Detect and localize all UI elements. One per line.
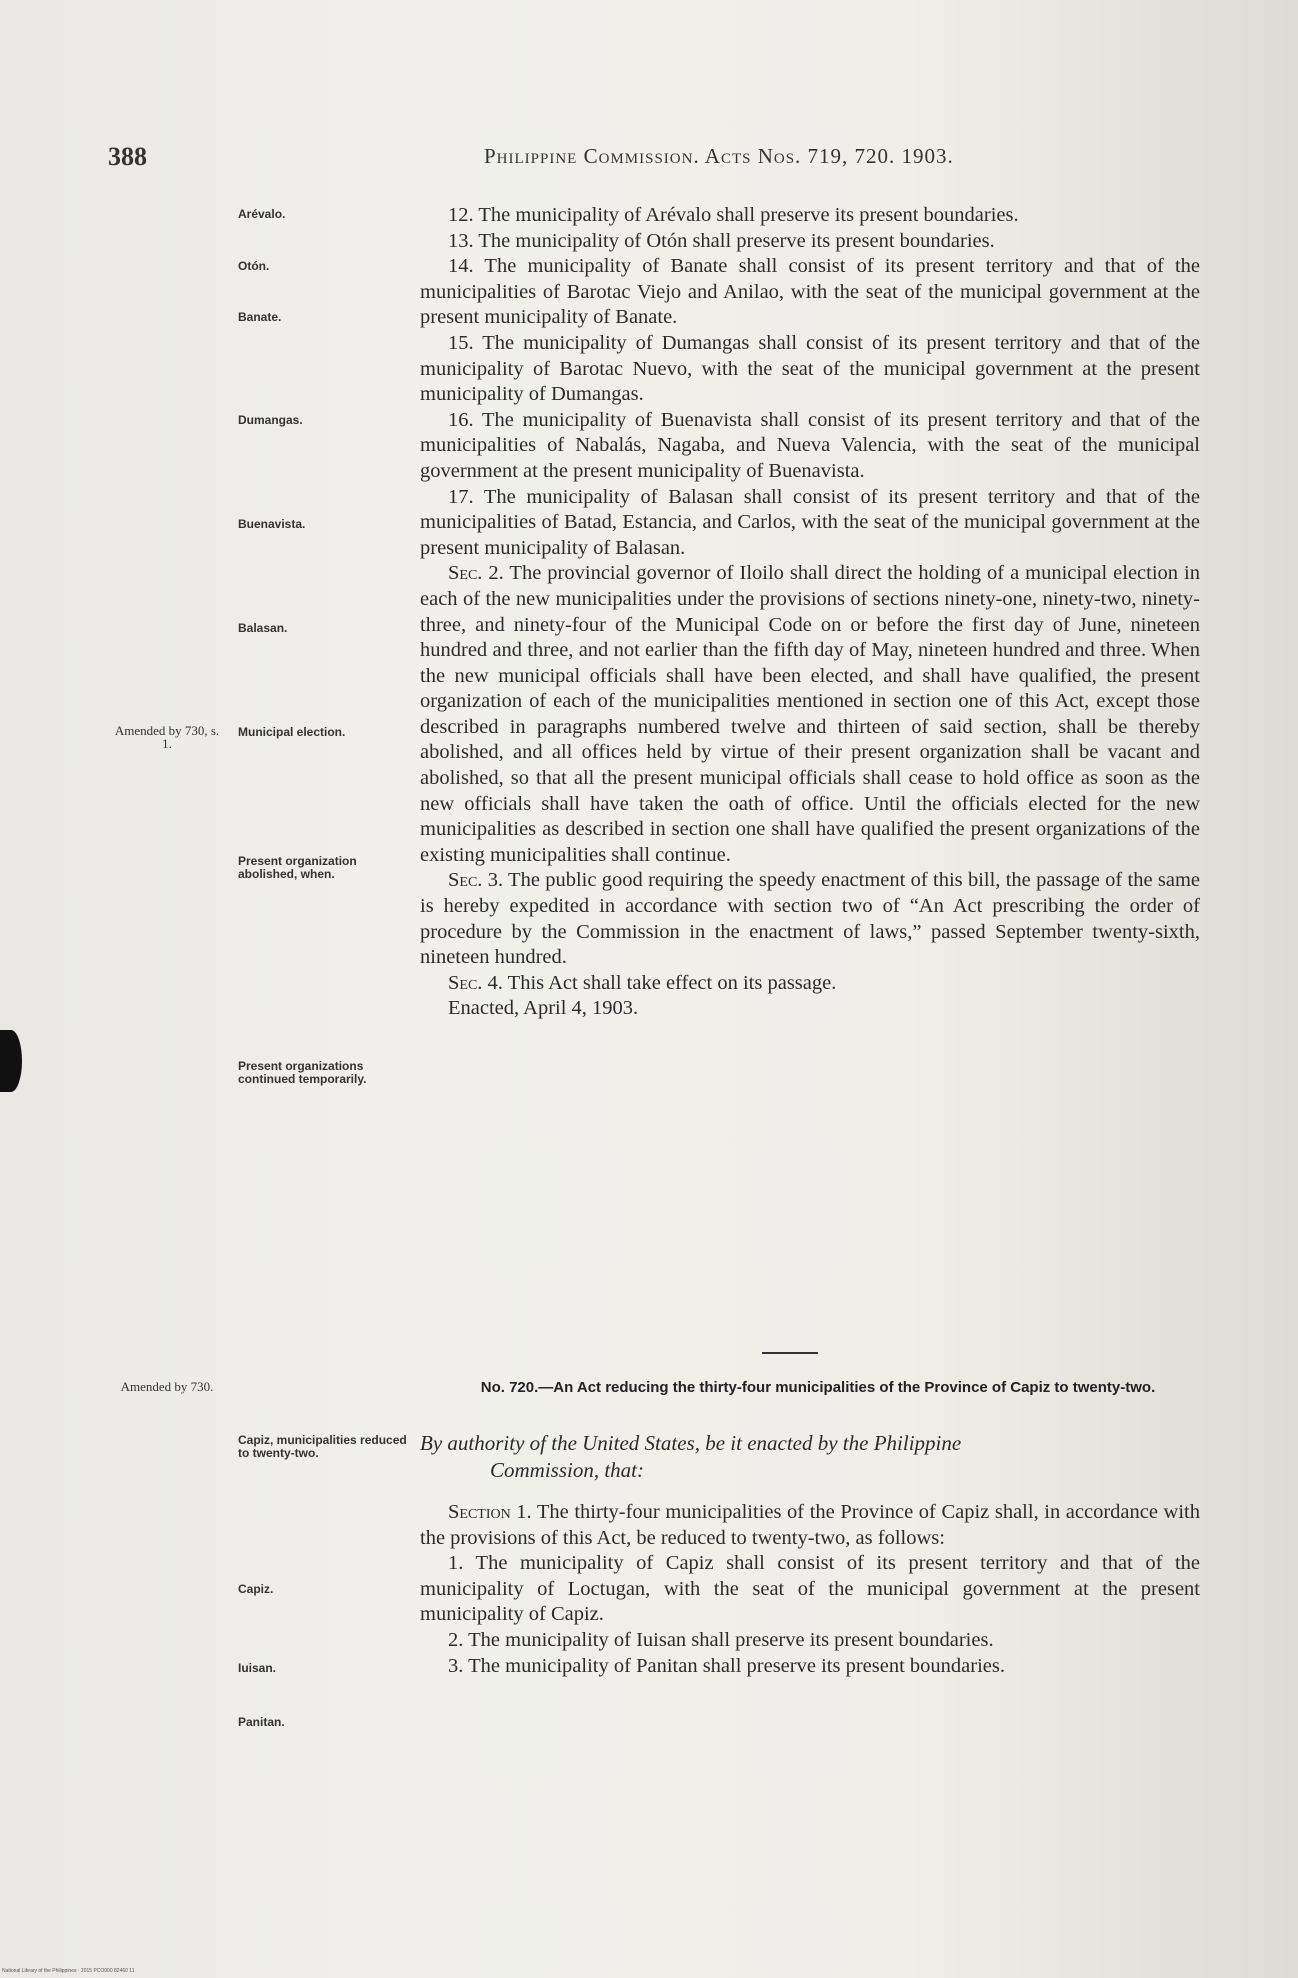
section-text: The public good requiring the speedy enactment of this bill, the passage of the same is hereby expedited in accordance with section two of “An Act prescribing the order of procedure by the Commission in the enactment of laws,” passed September twenty-sixth, nineteen hundred. [420, 869, 1200, 969]
margin-note-panitan: Panitan. [238, 1715, 285, 1729]
section-1 [420, 1500, 1200, 1551]
margin-note-iuisan: Iuisan. [238, 1661, 277, 1675]
section-text: This Act shall take effect on its passage. [502, 971, 837, 994]
paragraph: 14. The municipality of Banate shall consist of its present territory and that of the municipalities of Barotac Viejo and Anilao, with the seat of the municipal government at the present municipality of Banate. [420, 255, 1200, 329]
margin-note-municipal-election: Municipal election. [238, 725, 346, 739]
section-3 [420, 868, 1200, 970]
section-label: Sec. 4. [448, 971, 503, 994]
enacting-line-2: Commission, that: [490, 1458, 645, 1482]
act-720-text [420, 1500, 1200, 1679]
enacting-line-1: By authority of the United States, be it enacted by the Philippine [420, 1431, 962, 1455]
scan-credit: National Library of the Philippines · 2015 PCO000 82460 11 [2, 1968, 135, 1974]
amendment-note: Amended by 730, s. 1. [114, 723, 220, 751]
paragraph: 16. The municipality of Buenavista shall consist of its present territory and that of the municipalities of Nabalás, Nagaba, and Nueva Valencia, with the seat of the municipal government at the present municipality of Buenavista. [420, 408, 1200, 482]
margin-note-dumangas: Dumangas. [238, 413, 303, 427]
binding-shadow [0, 1030, 22, 1092]
margin-note-arevalo: Arévalo. [238, 207, 286, 221]
margin-note-balasan: Balasan. [238, 621, 288, 635]
paragraph: 2. The municipality of Iuisan shall preserve its present boundaries. [448, 1628, 994, 1651]
margin-note-oton: Otón. [238, 259, 270, 273]
section-text: The thirty-four municipalities of the Province of Capiz shall, in accordance with the provisions of this Act, be reduced to twenty-two, as follows: [420, 1501, 1200, 1549]
margin-note-capiz: Capiz. [238, 1582, 274, 1596]
paragraph: 3. The municipality of Panitan shall preserve its present boundaries. [448, 1654, 1005, 1677]
paragraph: 12. The municipality of Arévalo shall preserve its present boundaries. [448, 204, 1019, 226]
margin-note-organizations-continued: Present organizations continued temporarily. [238, 1059, 367, 1086]
margin-note-banate: Banate. [238, 310, 282, 324]
section-label: Sec. 3. [448, 869, 504, 892]
paragraph: 15. The municipality of Dumangas shall consist of its present territory and that of the municipality of Barotac Nuevo, with the seat of the municipal government at the present municipality of Dumangas. [420, 331, 1200, 406]
amendment-note: Amended by 730. [120, 1379, 214, 1394]
page-number: 388 [108, 142, 147, 171]
enacted-date: Enacted, April 4, 1903. [448, 997, 639, 1020]
section-divider [762, 1352, 818, 1354]
act-720-heading: No. 720.—An Act reducing the thirty-four municipalities of the Province of Capiz to twenty-two. [480, 1379, 1156, 1396]
paragraph: 1. The municipality of Capiz shall consist of its present territory and that of the municipality of Loctugan, with the seat of the municipal government at the present municipality of Capiz. [420, 1552, 1200, 1626]
section-text: The provincial governor of Iloilo shall direct the holding of a municipal election in each of the new municipalities under the provisions of sections ninety-one, ninety-two, ninety-three, and ninety-four of the Municipal Code on or before the first day of June, nineteen hundred and three, and not earlier than the fifth day of May, nineteen hundred and three. When the new municipal officials shall have been elected, and shall have qualified, the present organization of each of the municipalities mentioned in section one of this Act, except those described in paragraphs numbered twelve and thirteen of said section, shall be thereby abolished, and all offices held by virtue of their present organization shall be vacant and abolished, so that all the present municipal officials shall cease to hold office as soon as the new officials shall have taken the oath of office. Until the officials elected for the new municipalities as described in section one shall have qualified the present organizations of the existing municipalities shall continue. [420, 562, 1200, 866]
running-head: Philippine Commission. Acts Nos. 719, 720. 1903. [484, 144, 954, 168]
section-label: Section 1. [448, 1501, 532, 1523]
section-4 [420, 971, 1200, 997]
margin-note-organization-abolished: Present organization abolished, when. [238, 854, 357, 881]
section-2 [420, 561, 1200, 868]
section-label: Sec. 2. [448, 562, 504, 585]
paragraph: 13. The municipality of Otón shall preserve its present boundaries. [448, 229, 995, 252]
margin-note-capiz-reduced: Capiz, municipalities reduced to twenty-two. [238, 1433, 407, 1460]
enacting-clause [420, 1430, 1200, 1484]
paragraph: 17. The municipality of Balasan shall consist of its present territory and that of the municipalities of Batad, Estancia, and Carlos, with the seat of the municipal government at the present municipality of Balasan. [420, 485, 1200, 559]
act-719-text [420, 203, 1200, 1022]
margin-note-buenavista: Buenavista. [238, 517, 306, 531]
